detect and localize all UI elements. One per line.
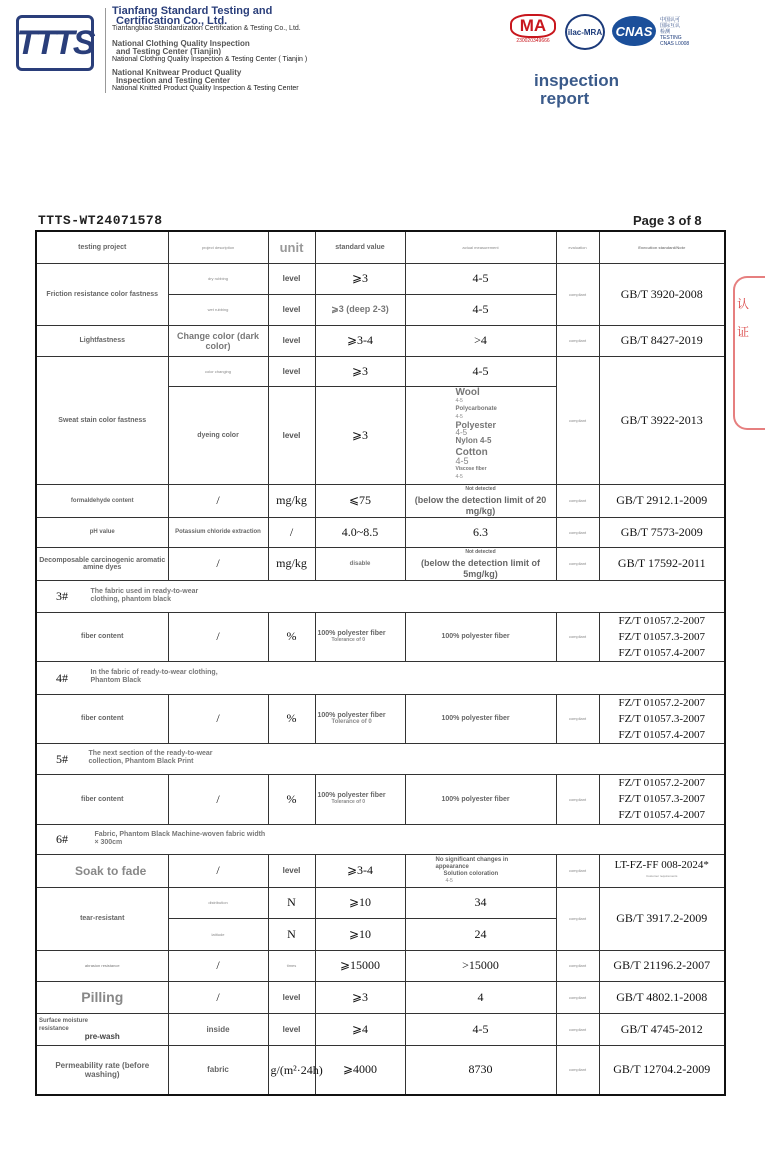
row-value: 34 xyxy=(405,887,556,918)
row-basis: GB/T 7573-2009 xyxy=(599,517,725,547)
org2-name-line2: and Testing Center (Tianjin) xyxy=(116,47,222,56)
org-block-1 xyxy=(112,6,301,32)
row-eval: compliant xyxy=(556,325,599,356)
row-item: Soak to fade xyxy=(36,854,168,887)
row-value: 100% polyester fiber xyxy=(405,612,556,661)
header-std: standard value xyxy=(315,231,405,263)
row-value: 100% polyester fiber xyxy=(405,694,556,743)
row-item: fiber content xyxy=(36,612,168,661)
row-eval: compliant xyxy=(556,854,599,887)
section-header xyxy=(36,824,725,854)
org1-name-line1: Tianfang Standard Testing and xyxy=(112,5,273,17)
table-row xyxy=(36,547,725,580)
row-value: 100% polyester fiber xyxy=(405,774,556,824)
header-desc: project description xyxy=(168,231,268,263)
row-desc: / xyxy=(168,950,268,981)
std-value: 100% polyester fiber xyxy=(317,792,386,799)
fiber-value: 4-5 xyxy=(455,414,463,420)
row-eval: compliant xyxy=(556,263,599,325)
row-basis: GB/T 3922-2013 xyxy=(599,356,725,484)
row-unit: N xyxy=(268,887,315,918)
row-desc: / xyxy=(168,981,268,1013)
section-header-row xyxy=(36,580,725,612)
row-eval: compliant xyxy=(556,1013,599,1045)
org2-name-line1: National Clothing Quality Inspection xyxy=(112,39,250,48)
row-std: disable xyxy=(315,547,405,580)
row-std: ⩾4 xyxy=(315,1013,405,1045)
section-header-row xyxy=(36,743,725,774)
row-value xyxy=(405,484,556,517)
table-row xyxy=(36,1045,725,1095)
fiber-value: 4-5 xyxy=(455,456,469,466)
fiber-name: Cotton xyxy=(455,447,488,458)
row-value xyxy=(405,854,556,887)
row-std: ⩽75 xyxy=(315,484,405,517)
row-desc: / xyxy=(168,694,268,743)
row-basis: GB/T 4745-2012 xyxy=(599,1013,725,1045)
table-row xyxy=(36,325,725,356)
table-row xyxy=(36,1013,725,1045)
row-unit: N xyxy=(268,918,315,950)
row-std xyxy=(315,774,405,824)
cnas-text-line: TESTING xyxy=(660,35,682,41)
report-title-line2: report xyxy=(540,89,590,108)
row-item: fiber content xyxy=(36,774,168,824)
row-eval: compliant xyxy=(556,981,599,1013)
header-eval: evaluation xyxy=(556,231,599,263)
ilac-mra-mark: ilac-MRA xyxy=(565,14,605,50)
row-std: ⩾15000 xyxy=(315,950,405,981)
sample-description: Fabric, Phantom Black Machine-woven fabric width × 300cm xyxy=(94,830,266,846)
table-row xyxy=(36,517,725,547)
row-basis: GB/T 2912.1-2009 xyxy=(599,484,725,517)
row-desc: / xyxy=(168,854,268,887)
row-basis xyxy=(599,854,725,887)
cnas-text-line: 中国认可 xyxy=(660,17,681,23)
std-value: 100% polyester fiber xyxy=(317,629,386,637)
basis-line: FZ/T 01057.2-2007 xyxy=(618,614,706,627)
row-eval: compliant xyxy=(556,612,599,661)
coloration-value: 4-5 xyxy=(445,877,453,884)
row-unit: % xyxy=(268,694,315,743)
basis-line: FZ/T 01057.2-2007 xyxy=(618,696,706,709)
cnas-text-line: 检测 xyxy=(660,29,671,35)
section-header xyxy=(36,580,725,612)
row-item: Pilling xyxy=(36,981,168,1013)
row-std: ⩾10 xyxy=(315,887,405,918)
row-eval: compliant xyxy=(556,774,599,824)
row-std: ⩾3 xyxy=(315,981,405,1013)
std-tolerance: Tolerance of 0 xyxy=(331,718,372,725)
row-std xyxy=(315,612,405,661)
row-desc: inside xyxy=(168,1013,268,1045)
row-std: ⩾10 xyxy=(315,918,405,950)
section-header-row xyxy=(36,661,725,694)
row-unit: mg/kg xyxy=(268,484,315,517)
row-unit: mg/kg xyxy=(268,547,315,580)
row-eval: compliant xyxy=(556,694,599,743)
org3-name-line1: National Knitwear Product Quality xyxy=(112,68,242,77)
fiber-value: 4-5 xyxy=(455,398,463,404)
sample-number: 6# xyxy=(56,832,68,846)
row-item xyxy=(36,1013,168,1045)
not-detected-label: Not detected xyxy=(465,549,496,555)
cnas-mark: CNAS xyxy=(612,16,656,46)
table-row xyxy=(36,263,725,294)
std-tolerance: Tolerance of 0 xyxy=(331,636,366,643)
row-item: Sweat stain color fastness xyxy=(36,356,168,484)
row-desc: color changing xyxy=(168,356,268,386)
report-title xyxy=(534,72,619,108)
cma-mark xyxy=(510,14,556,44)
fiber-value: 4-5 xyxy=(455,428,468,437)
row-item: formaldehyde content xyxy=(36,484,168,517)
std-tolerance: Tolerance of 0 xyxy=(331,799,366,805)
cma-label: MA xyxy=(510,14,556,38)
row-desc: fabric xyxy=(168,1045,268,1095)
fiber-value: 4-5 xyxy=(455,474,463,480)
row-item: Friction resistance color fastness xyxy=(36,263,168,325)
row-eval: compliant xyxy=(556,356,599,484)
row-desc: distribution xyxy=(168,887,268,918)
not-detected-label: Not detected xyxy=(465,486,496,492)
row-unit: level xyxy=(268,854,315,887)
row-desc: wet rubbing xyxy=(168,294,268,325)
row-desc: dyeing color xyxy=(168,386,268,484)
row-std: 4.0~8.5 xyxy=(315,517,405,547)
basis-line: FZ/T 01057.4-2007 xyxy=(618,728,706,741)
appearance-note: No significant changes in appearance xyxy=(435,856,509,870)
table-row xyxy=(36,694,725,743)
row-item-sub: pre-wash xyxy=(84,1032,120,1041)
org-block-2 xyxy=(112,40,307,63)
row-eval: compliant xyxy=(556,887,599,950)
row-unit: level xyxy=(268,981,315,1013)
table-row xyxy=(36,950,725,981)
row-value: >15000 xyxy=(405,950,556,981)
section-header-row xyxy=(36,824,725,854)
row-desc: / xyxy=(168,547,268,580)
row-item: Lightfastness xyxy=(36,325,168,356)
row-basis xyxy=(599,774,725,824)
basis-line: FZ/T 01057.3-2007 xyxy=(618,630,706,643)
header-unit: unit xyxy=(268,231,315,263)
row-eval: compliant xyxy=(556,547,599,580)
sample-number: 3# xyxy=(56,589,68,603)
row-value: 4-5 xyxy=(405,263,556,294)
row-basis: GB/T 8427-2019 xyxy=(599,325,725,356)
basis-line: FZ/T 01057.4-2007 xyxy=(618,809,706,821)
fiber-name: Wool xyxy=(455,387,480,398)
row-item: tear-resistant xyxy=(36,887,168,950)
org-block-3 xyxy=(112,69,299,92)
row-value: >4 xyxy=(405,325,556,356)
report-title-line1: inspection xyxy=(534,71,620,90)
row-value xyxy=(405,386,556,484)
row-basis: GB/T 4802.1-2008 xyxy=(599,981,725,1013)
row-basis: GB/T 3917.2-2009 xyxy=(599,887,725,950)
row-desc: Change color (dark color) xyxy=(168,325,268,356)
row-std: ⩾3-4 xyxy=(315,325,405,356)
row-eval: compliant xyxy=(556,1045,599,1095)
org1-name-line2: Certification Co., Ltd. xyxy=(116,15,228,27)
report-number: TTTS-WT24071578 xyxy=(38,213,163,228)
row-eval: compliant xyxy=(556,950,599,981)
cma-number: 230020349666 xyxy=(516,38,550,44)
table-row xyxy=(36,484,725,517)
row-item-name: Surface moisture resistance xyxy=(39,1018,89,1032)
section-header xyxy=(36,661,725,694)
row-basis: GB/T 12704.2-2009 xyxy=(599,1045,725,1095)
row-unit: times xyxy=(268,950,315,981)
basis-line: LT-FZ-FF 008-2024* xyxy=(614,858,709,871)
page-number: Page 3 of 8 xyxy=(633,213,702,228)
org3-name-line2: Inspection and Testing Center xyxy=(116,76,231,85)
row-item: abrasion resistance xyxy=(36,950,168,981)
cnas-text-line: CNAS L0008 xyxy=(660,41,690,47)
basis-line: FZ/T 01057.2-2007 xyxy=(618,777,706,789)
row-desc: / xyxy=(168,774,268,824)
row-value: 8730 xyxy=(405,1045,556,1095)
header-basis: Execution standard/Note xyxy=(599,231,725,263)
basis-line: FZ/T 01057.3-2007 xyxy=(618,712,706,725)
table-row xyxy=(36,854,725,887)
org2-name-line3: National Clothing Quality Inspection & Testing Center ( Tianjin ) xyxy=(112,56,308,63)
row-value: 4-5 xyxy=(405,356,556,386)
row-std: ⩾3 (deep 2-3) xyxy=(315,294,405,325)
row-unit: level xyxy=(268,1013,315,1045)
row-value: 24 xyxy=(405,918,556,950)
table-row xyxy=(36,774,725,824)
fiber-name: Nylon 4-5 xyxy=(455,436,492,445)
row-desc: dry rubbing xyxy=(168,263,268,294)
row-unit: level xyxy=(268,263,315,294)
table-row xyxy=(36,981,725,1013)
org1-name-line3: Tianfangbiao Standardization Certification & Testing Co., Ltd. xyxy=(112,25,301,32)
row-desc: latitude xyxy=(168,918,268,950)
header-item: testing project xyxy=(36,231,168,263)
row-std: ⩾3 xyxy=(315,386,405,484)
coloration-note: Solution coloration xyxy=(443,870,499,877)
cnas-text-line: 国际互认 xyxy=(660,23,681,29)
row-std xyxy=(315,694,405,743)
row-item: fiber content xyxy=(36,694,168,743)
fiber-name: Polycarbonate xyxy=(455,406,497,412)
fiber-name: Viscose fiber xyxy=(455,466,487,472)
detection-limit: (below the detection limit of 20 mg/kg) xyxy=(414,495,547,516)
std-value: 100% polyester fiber xyxy=(317,711,386,719)
row-value: 6.3 xyxy=(405,517,556,547)
row-basis xyxy=(599,694,725,743)
seal-stamp-text: 认 证 xyxy=(737,297,750,339)
row-item: Permeability rate (before washing) xyxy=(36,1045,168,1095)
row-unit: g/(m²·24h) xyxy=(268,1045,315,1095)
header-measured: actual measurement xyxy=(405,231,556,263)
sample-description: In the fabric of ready-to-wear clothing, Phantom Black xyxy=(90,669,218,685)
detection-limit: (below the detection limit of 5mg/kg) xyxy=(421,558,540,579)
row-std: ⩾4000 xyxy=(315,1045,405,1095)
row-unit: % xyxy=(268,774,315,824)
sample-number: 4# xyxy=(56,670,68,685)
row-item: Decomposable carcinogenic aromatic amine dyes xyxy=(36,547,168,580)
row-basis: GB/T 17592-2011 xyxy=(599,547,725,580)
table-row xyxy=(36,887,725,918)
sample-description: The fabric used in ready-to-wear clothing, phantom black xyxy=(90,587,199,603)
row-unit: % xyxy=(268,612,315,661)
row-basis xyxy=(599,612,725,661)
results-table xyxy=(35,230,726,1096)
company-logo: TTTS xyxy=(16,15,94,71)
basis-line: FZ/T 01057.3-2007 xyxy=(618,793,706,805)
row-basis: GB/T 3920-2008 xyxy=(599,263,725,325)
section-header xyxy=(36,743,725,774)
row-desc: Potassium chloride extraction xyxy=(168,517,268,547)
table-header-row xyxy=(36,231,725,263)
basis-note: Customer requirements xyxy=(646,873,678,878)
row-value: 4-5 xyxy=(405,294,556,325)
row-value: 4-5 xyxy=(405,1013,556,1045)
row-unit: level xyxy=(268,294,315,325)
org3-name-line3: National Knitted Product Quality Inspection & Testing Center xyxy=(112,85,299,92)
table-row xyxy=(36,356,725,386)
sample-description: The next section of the ready-to-wear collection, Phantom Black Print xyxy=(88,750,213,766)
sample-number: 5# xyxy=(56,751,68,766)
row-value: 4 xyxy=(405,981,556,1013)
basis-line: FZ/T 01057.4-2007 xyxy=(618,646,706,659)
row-desc: / xyxy=(168,484,268,517)
row-eval: compliant xyxy=(556,484,599,517)
row-value xyxy=(405,547,556,580)
row-std: ⩾3 xyxy=(315,263,405,294)
fiber-name: Polyester xyxy=(455,420,497,430)
row-unit: level xyxy=(268,325,315,356)
row-eval: compliant xyxy=(556,517,599,547)
header-divider xyxy=(105,8,106,93)
row-unit: level xyxy=(268,386,315,484)
row-unit: level xyxy=(268,356,315,386)
row-basis: GB/T 21196.2-2007 xyxy=(599,950,725,981)
row-unit: / xyxy=(268,517,315,547)
row-item: pH value xyxy=(36,517,168,547)
table-row xyxy=(36,612,725,661)
row-std: ⩾3 xyxy=(315,356,405,386)
cnas-text xyxy=(660,17,689,47)
row-desc: / xyxy=(168,612,268,661)
row-std: ⩾3-4 xyxy=(315,854,405,887)
